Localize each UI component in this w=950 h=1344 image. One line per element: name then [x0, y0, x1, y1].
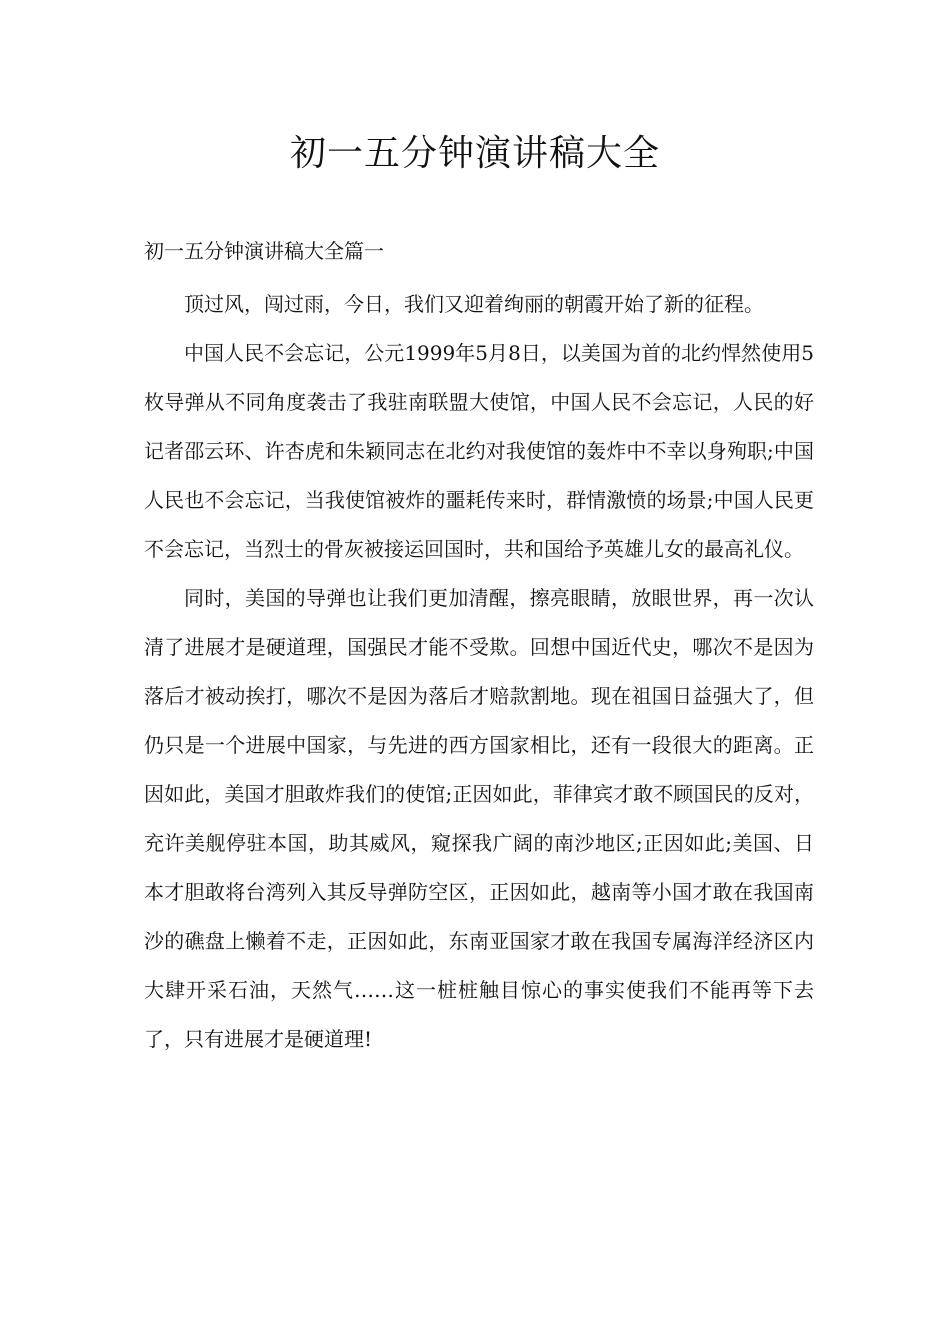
- paragraph: 顶过风，闯过雨，今日，我们又迎着绚丽的朝霞开始了新的征程。: [184, 292, 764, 316]
- section-heading: 初一五分钟演讲稿大全篇一: [144, 239, 384, 263]
- document-body: [144, 280, 814, 1064]
- paragraph: 中国人民不会忘记，公元1999年5月8日，以美国为首的北约悍然使用5枚导弹从不同角度袭击了我驻南联盟大使馆，中国人民不会忘记，人民的好记者邵云环、许杏虎和朱颖同志在北约对我使馆的轰炸中不幸以身殉职;中国人民也不会忘记，当我使馆被炸的噩耗传来时，群情激愤的场景;中国人民更不会忘记，当烈士的骨灰被接运回国时，共和国给予英雄儿女的最高礼仪。: [144, 341, 814, 561]
- document-title: 初一五分钟演讲稿大全: [289, 133, 660, 174]
- paragraph: 同时，美国的导弹也让我们更加清醒，擦亮眼睛，放眼世界，再一次认清了进展才是硬道理，国强民才能不受欺。回想中国近代史，哪次不是因为落后才被动挨打，哪次不是因为落后才赔款割地。现在祖国日益强大了，但仍只是一个进展中国家，与先进的西方国家相比，还有一段很大的距离。正因如此，美国才胆敢炸我们的使馆;正因如此，菲律宾才敢不顾国民的反对，充许美舰停驻本国，助其威风，窥探我广阔的南沙地区;正因如此;美国、日本才胆敢将台湾列入其反导弹防空区，正因如此，越南等小国才敢在我国南沙的礁盘上懒着不走，正因如此，东南亚国家才敢在我国专属海洋经济区内大肆开采石油，天然气……这一桩桩触目惊心的事实使我们不能再等下去了，只有进展才是硬道理!: [144, 586, 814, 1051]
